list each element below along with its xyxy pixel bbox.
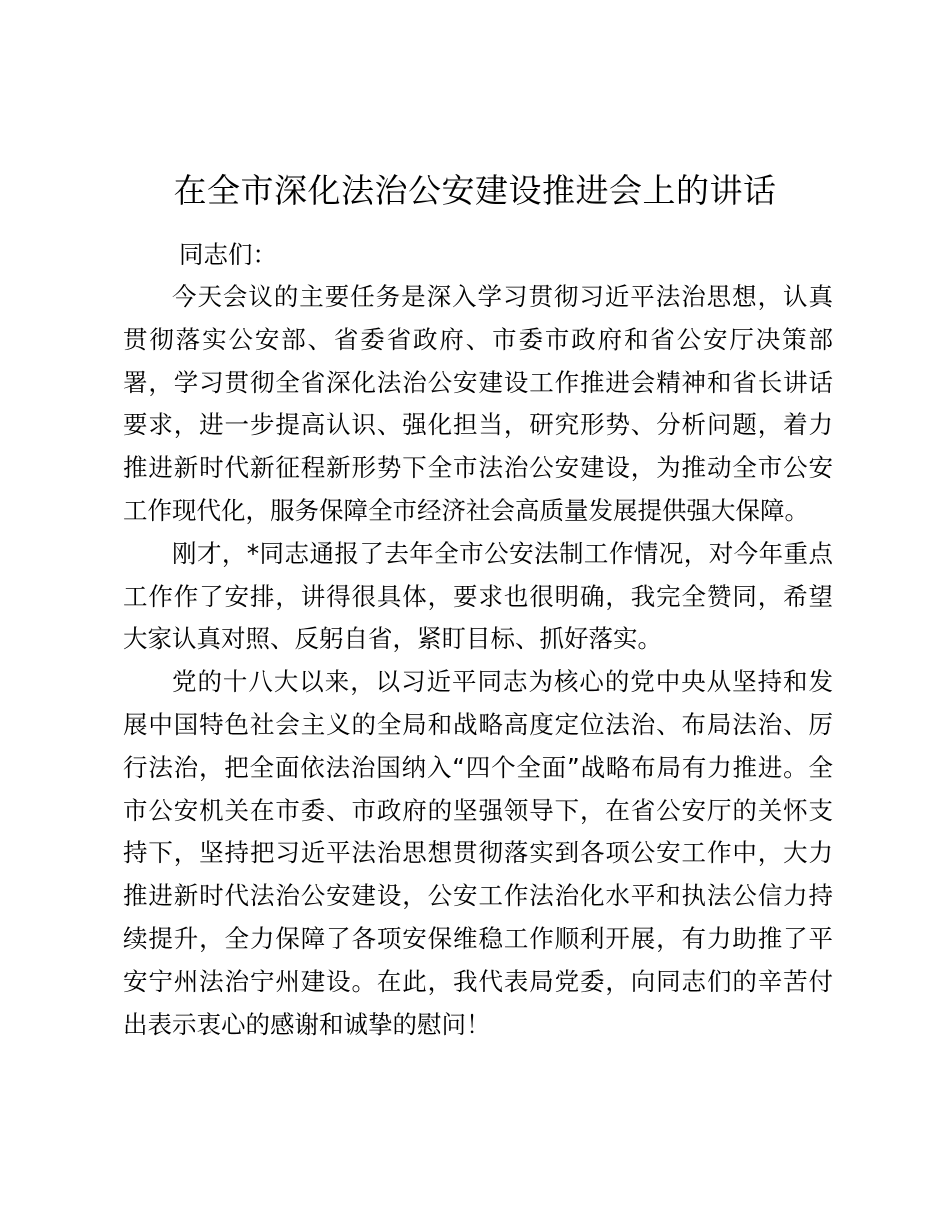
paragraph-2: 刚才，*同志通报了去年全市公安法制工作情况，对今年重点工作作了安排，讲得很具体，要求也很明确，我完全赞同，希望大家认真对照、反躬自省，紧盯目标、抓好落实。 bbox=[123, 538, 833, 654]
salutation: 同志们： bbox=[179, 240, 277, 269]
document-title: 在全市深化法治公安建设推进会上的讲话 bbox=[173, 171, 777, 210]
paragraph-1: 今天会议的主要任务是深入学习贯彻习近平法治思想，认真贯彻落实公安部、省委省政府、市委市政府和省公安厅决策部署，学习贯彻全省深化法治公安建设工作推进会精神和省长讲话要求，进一步提高认识、强化担当，研究形势、分析问题，着力推进新时代新征程新形势下全市法治公安建设，为推动全市公安工作现代化，服务保障全市经济社会高质量发展提供强大保障。 bbox=[123, 282, 833, 525]
document-body bbox=[123, 234, 833, 1046]
paragraph-3: 党的十八大以来，以习近平同志为核心的党中央从坚持和发展中国特色社会主义的全局和战略高度定位法治、布局法治、厉行法治，把全面依法治国纳入“四个全面”战略布局有力推进。全市公安机关在市委、市政府的坚强领导下，在省公安厅的关怀支持下，坚持把习近平法治思想贯彻落实到各项公安工作中，大力推进新时代法治公安建设，公安工作法治化水平和执法公信力持续提升，全力保障了各项安保维稳工作顺利开展，有力助推了平安宁州法治宁州建设。在此，我代表局党委，向同志们的辛苦付出表示衷心的感谢和诚挚的慰问！ bbox=[123, 667, 833, 1039]
